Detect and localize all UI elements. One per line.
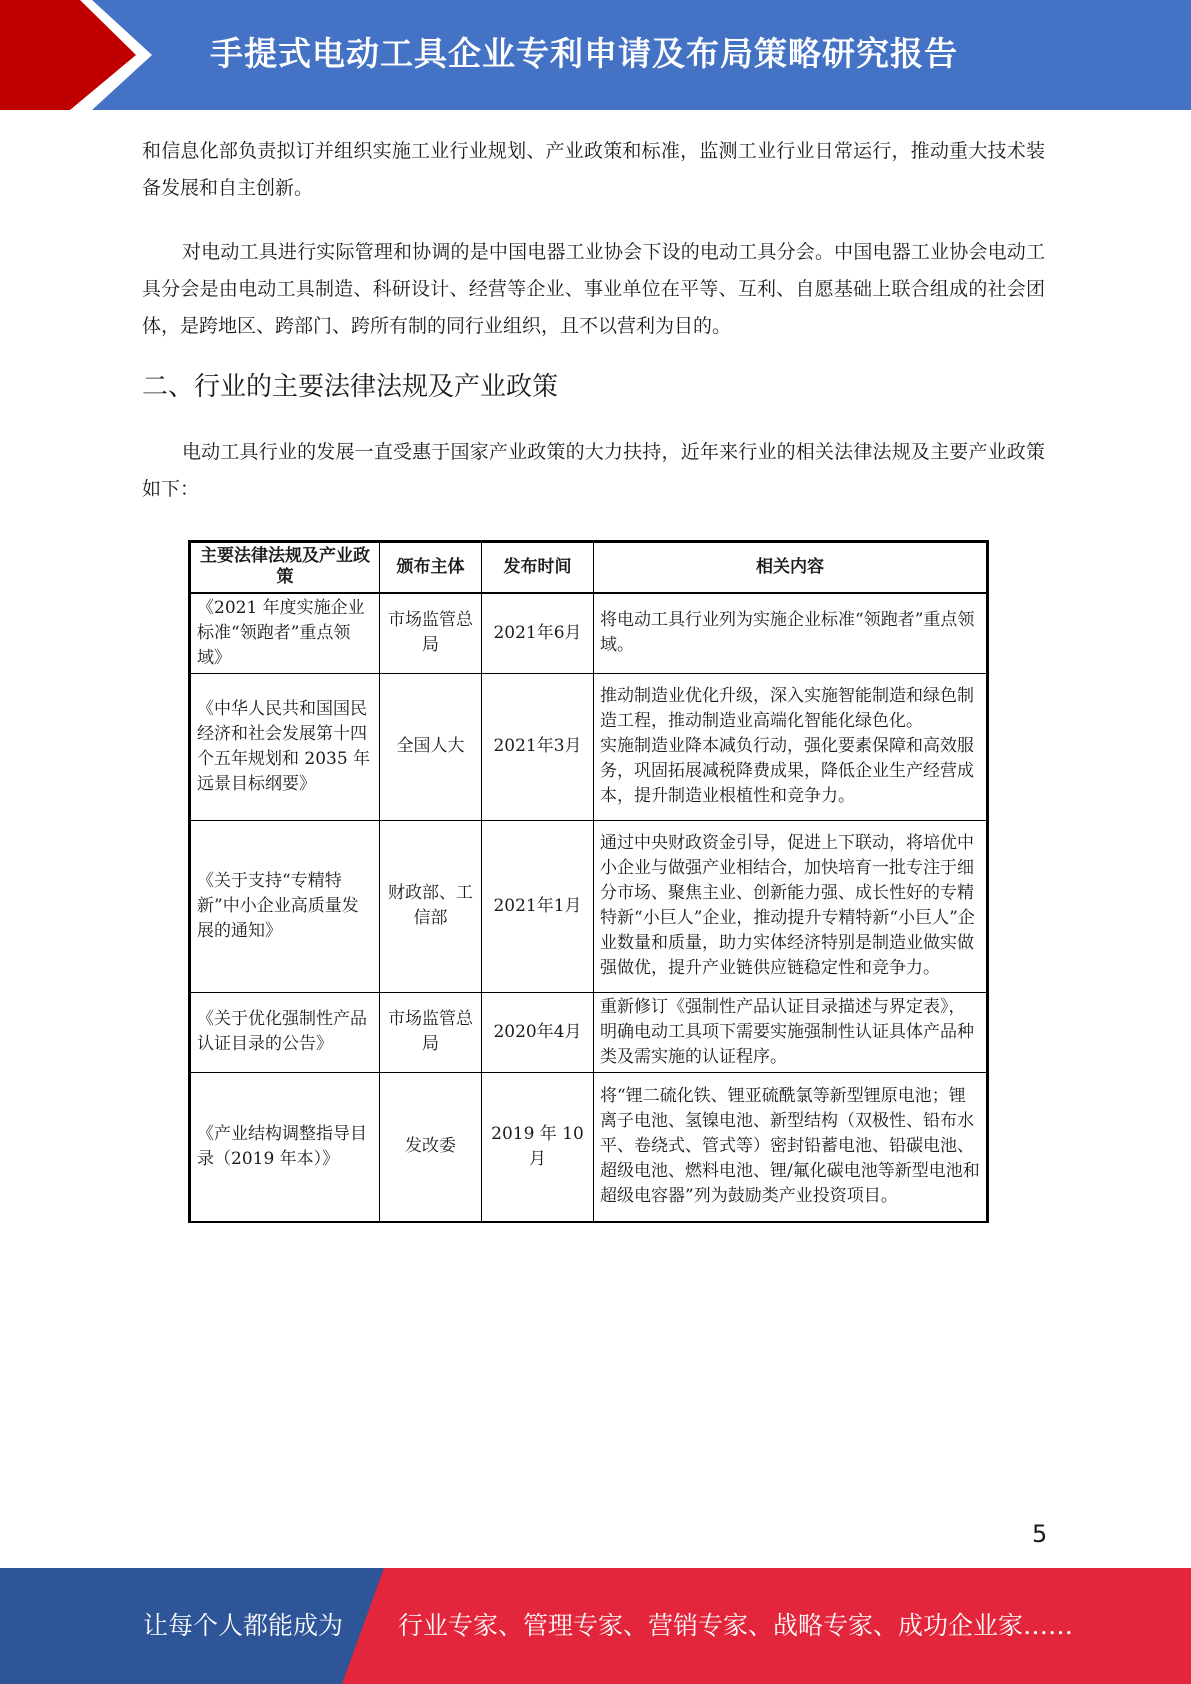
policy-table — [188, 540, 989, 1223]
policy-name: 《关于支持“专精特新”中小企业高质量发展的通知》 — [190, 820, 380, 992]
policy-authority: 全国人大 — [380, 673, 482, 820]
policy-content: 重新修订《强制性产品认证目录描述与界定表》，明确电动工具项下需要实施强制性认证具体产品种类及需实施的认证程序。 — [594, 992, 988, 1072]
header-authority: 颁布主体 — [380, 542, 482, 593]
policy-content: 将“锂二硫化铁、锂亚硫酰氯等新型锂原电池；锂离子电池、氢镍电池、新型结构（双极性、铅布水平、卷绕式、管式等）密封铅蓄电池、铅碳电池、超级电池、燃料电池、锂/氟化碳电池等新型电池和超级电容器”列为鼓励类产业投资项目。 — [594, 1072, 988, 1222]
policy-date: 2021年1月 — [482, 820, 594, 992]
paragraph-3: 电动工具行业的发展一直受惠于国家产业政策的大力扶持，近年来行业的相关法律法规及主要产业政策如下： — [142, 441, 1045, 500]
footer-slogan-right: 行业专家、管理专家、营销专家、战略专家、成功企业家…… — [398, 1611, 1074, 1640]
page-footer — [0, 1568, 1191, 1684]
policy-name: 《中华人民共和国国民经济和社会发展第十四个五年规划和 2035 年远景目标纲要》 — [190, 673, 380, 820]
table-header-row — [190, 542, 988, 593]
paragraph-2: 对电动工具进行实际管理和协调的是中国电器工业协会下设的电动工具分会。中国电器工业协会电动工具分会是由电动工具制造、科研设计、经营等企业、事业单位在平等、互利、自愿基础上联合组成的社会团体，是跨地区、跨部门、跨所有制的同行业组织，且不以营利为目的。 — [142, 241, 1045, 337]
header-policy-name: 主要法律法规及产业政策 — [190, 542, 380, 593]
page-header — [0, 0, 1191, 110]
policy-authority: 市场监管总局 — [380, 593, 482, 674]
table-row — [190, 1072, 988, 1222]
header-content: 相关内容 — [594, 542, 988, 593]
policy-authority: 发改委 — [380, 1072, 482, 1222]
policy-date: 2019 年 10 月 — [482, 1072, 594, 1222]
table-row — [190, 820, 988, 992]
table-row — [190, 673, 988, 820]
table-row — [190, 593, 988, 674]
policy-name: 《产业结构调整指导目录（2019 年本）》 — [190, 1072, 380, 1222]
page-number: 5 — [1032, 1520, 1048, 1548]
policy-content: 推动制造业优化升级，深入实施智能制造和绿色制造工程，推动制造业高端化智能化绿色化。 实施制造业降本减负行动，强化要素保障和高效服务，巩固拓展减税降费成果，降低企业生产经营成本，提升制造业根植性和竞争力。 — [594, 673, 988, 820]
footer-slogan-left: 让每个人都能成为 — [143, 1611, 344, 1640]
policy-name: 《关于优化强制性产品认证目录的公告》 — [190, 992, 380, 1072]
policy-authority: 财政部、工信部 — [380, 820, 482, 992]
policy-date: 2021年3月 — [482, 673, 594, 820]
paragraph-1: 和信息化部负责拟订并组织实施工业行业规划、产业政策和标准，监测工业行业日常运行，推动重大技术装备发展和自主创新。 — [142, 140, 1045, 199]
header-release-date: 发布时间 — [482, 542, 594, 593]
policy-date: 2021年6月 — [482, 593, 594, 674]
policy-content: 将电动工具行业列为实施企业标准“领跑者”重点领域。 — [594, 593, 988, 674]
policy-content: 通过中央财政资金引导，促进上下联动，将培优中小企业与做强产业相结合，加快培育一批专注于细分市场、聚焦主业、创新能力强、成长性好的专精特新“小巨人”企业，推动提升专精特新“小巨人”企业数量和质量，助力实体经济特别是制造业做实做强做优，提升产业链供应链稳定性和竞争力。 — [594, 820, 988, 992]
policy-name: 《2021 年度实施企业标准“领跑者”重点领域》 — [190, 593, 380, 674]
policy-authority: 市场监管总局 — [380, 992, 482, 1072]
table-row — [190, 992, 988, 1072]
section-heading: 二、行业的主要法律法规及产业政策 — [142, 372, 559, 402]
policy-date: 2020年4月 — [482, 992, 594, 1072]
document-title: 手提式电动工具企业专利申请及布局策略研究报告 — [210, 34, 958, 73]
